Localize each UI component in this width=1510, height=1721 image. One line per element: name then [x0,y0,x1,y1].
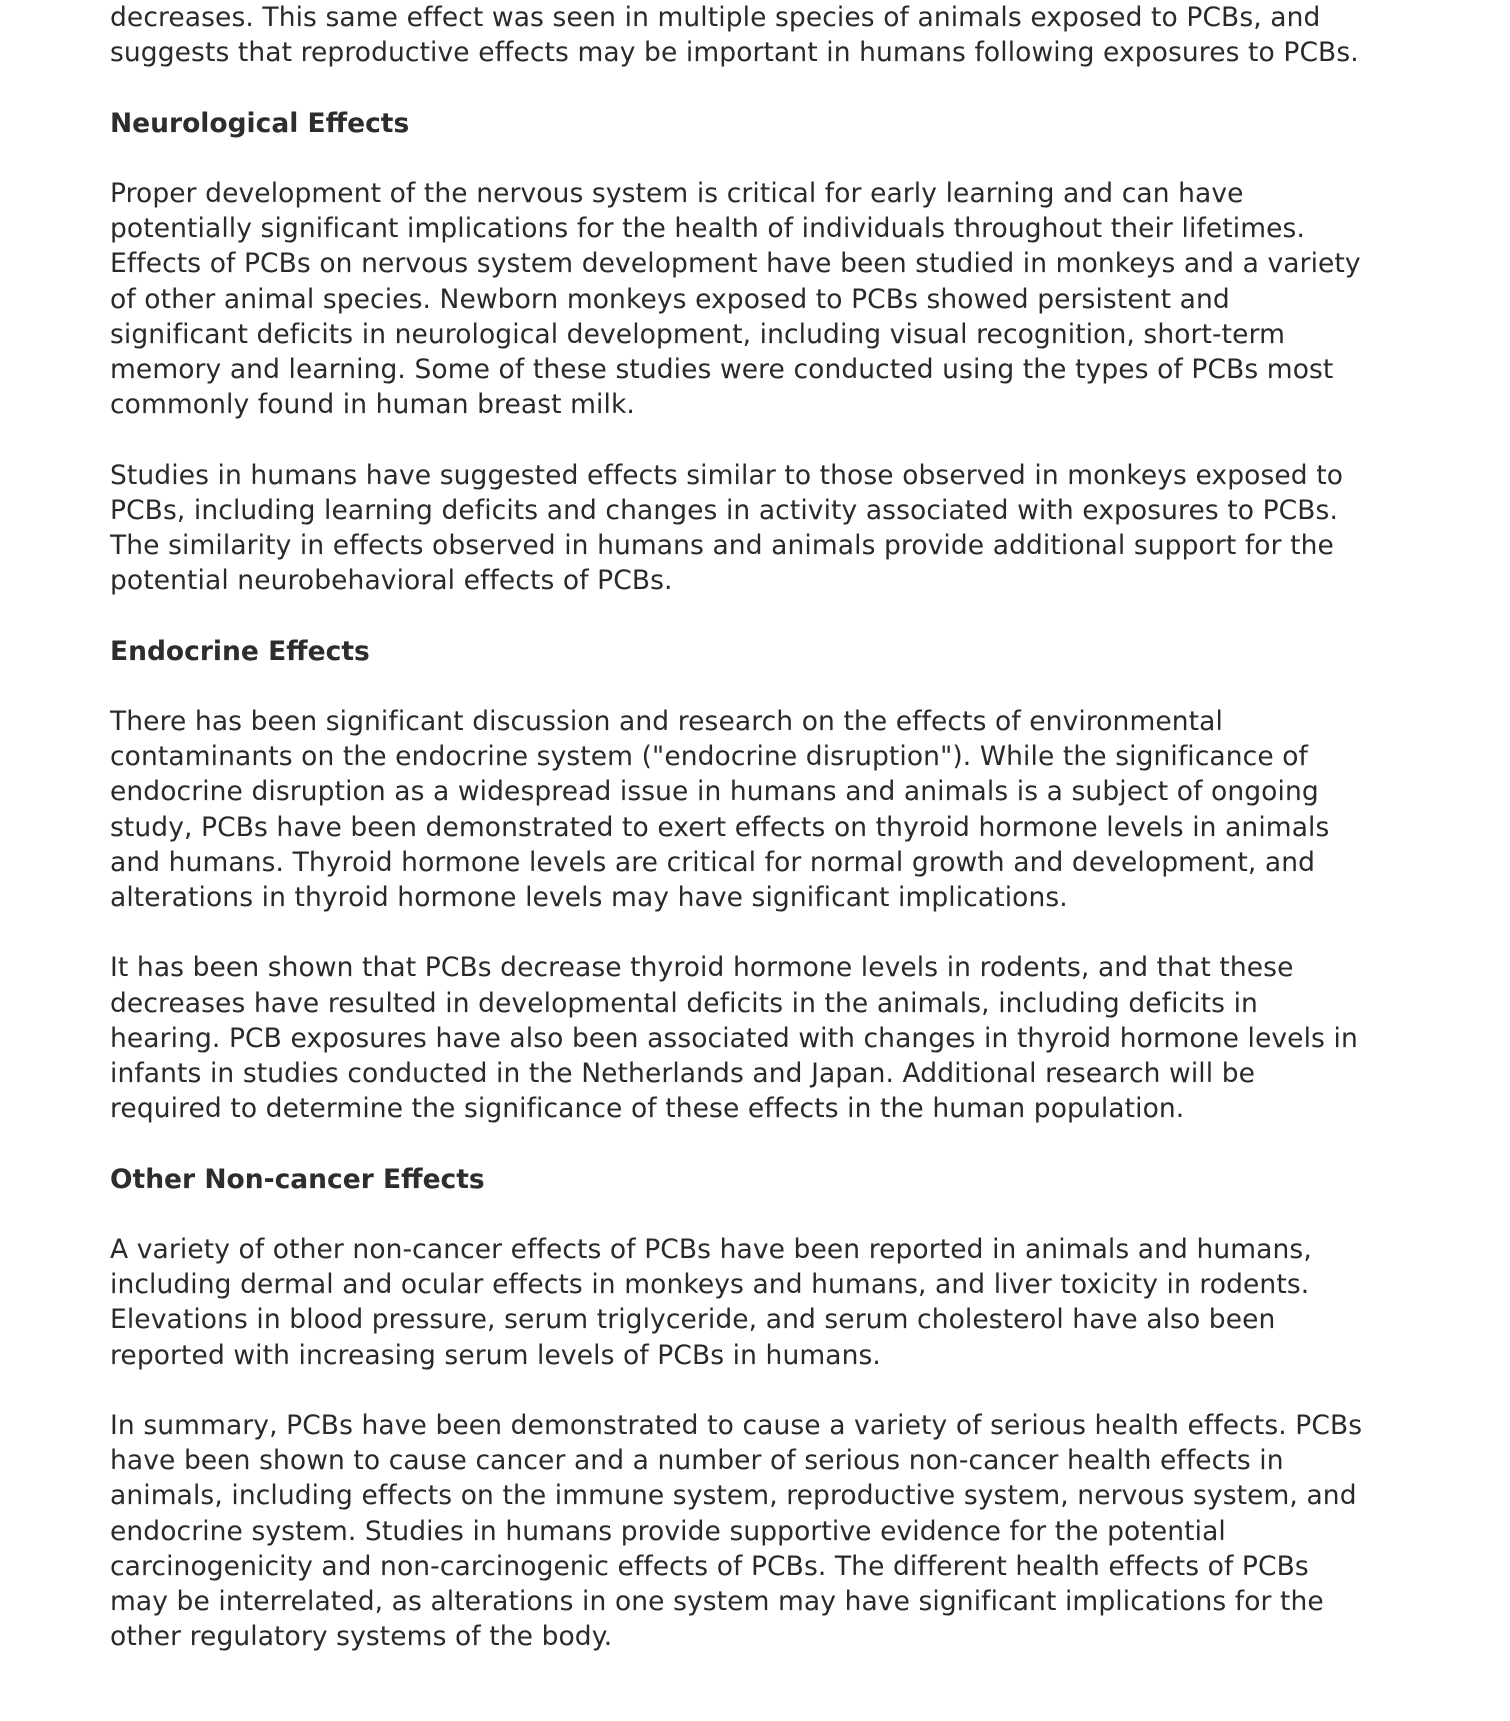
neurological-paragraph-1: Proper development of the nervous system is critical for early learning and can have potentially significant implications for the health of individuals throughout their lifetimes. Effects of PCBs on nervous system development have been studied in monkeys and a variety of other animal species. Newborn monkeys exposed to PCBs showed persistent and significant deficits in neurological development, including visual recognition, short-term memory and learning. Some of these studies were conducted using the types of PCBs most commonly found in human breast milk. [110,177,1361,421]
paragraph-spacer [110,141,1420,176]
section-heading-endocrine-effects: Endocrine Effects [110,635,370,667]
endocrine-effects-section [110,634,1420,1162]
paragraph-spacer [110,1126,1420,1161]
paragraph-spacer [110,1373,1420,1408]
section-heading-neurological-effects: Neurological Effects [110,107,410,139]
neurological-effects-section [110,106,1420,634]
paragraph-spacer [110,598,1420,633]
section-heading-other-non-cancer-effects: Other Non-cancer Effects [110,1163,485,1195]
endocrine-paragraph-2: It has been shown that PCBs decrease thyroid hormone levels in rodents, and that these decreases have resulted in developmental deficits in the animals, including deficits in hearing. PCB exposures have also been associated with changes in thyroid hormone levels in infants in studies conducted in the Netherlands and Japan. Additional research will be required to determine the significance of these effects in the human population. [110,952,1358,1125]
opening-paragraph-fragment: decreases. This same effect was seen in multiple species of animals exposed to PCBs, and suggests that reproductive effects may be important in humans following exposures to PCBs. [110,2,1359,69]
other-effects-paragraph: A variety of other non-cancer effects of PCBs have been reported in animals and humans, including dermal and ocular effects in monkeys and humans, and liver toxicity in rodents. Elevations in blood pressure, serum triglyceride, and serum cholesterol have also been reported with increasing serum levels of PCBs in humans. [110,1233,1312,1371]
paragraph-spacer [110,422,1420,457]
paragraph-spacer [110,70,1420,105]
paragraph-spacer [110,915,1420,950]
paragraph-spacer [110,1197,1420,1232]
other-non-cancer-effects-section [110,1162,1420,1655]
paragraph-spacer [110,669,1420,704]
summary-paragraph: In summary, PCBs have been demonstrated to cause a variety of serious health effects. PCBs have been shown to cause cancer and a number of serious non-cancer health effects in animals, including effects on the immune system, reproductive system, nervous system, and endocrine system. Studies in humans provide supportive evidence for the potential carcinogenicity and non-carcinogenic effects of PCBs. The different health effects of PCBs may be interrelated, as alterations in one system may have significant implications for the other regulatory systems of the body. [110,1409,1363,1653]
neurological-paragraph-2: Studies in humans have suggested effects similar to those observed in monkeys exposed to PCBs, including learning deficits and changes in activity associated with exposures to PCBs. The similarity in effects observed in humans and animals provide additional support for the potential neurobehavioral effects of PCBs. [110,459,1344,597]
endocrine-paragraph-1: There has been significant discussion and research on the effects of environmental contaminants on the endocrine system ("endocrine disruption"). While the significance of endocrine disruption as a widespread issue in humans and animals is a subject of ongoing study, PCBs have been demonstrated to exert effects on thyroid hormone levels in animals and humans. Thyroid hormone levels are critical for normal growth and development, and alterations in thyroid hormone levels may have significant implications. [110,705,1330,913]
